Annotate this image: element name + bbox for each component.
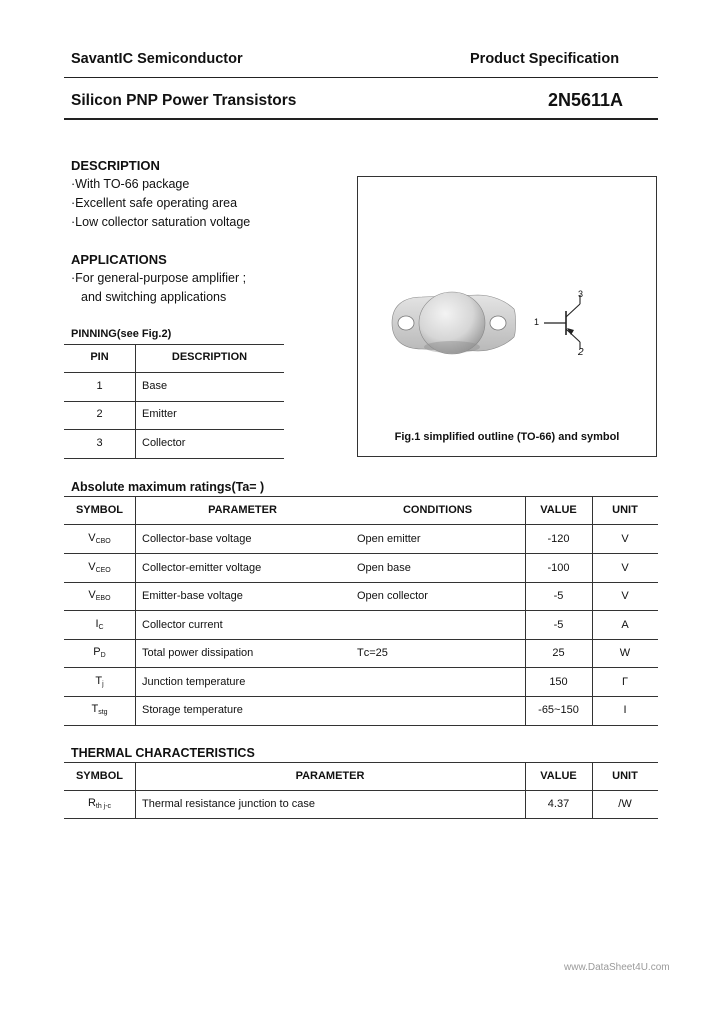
footer-watermark: www.DataSheet4U.com: [564, 962, 670, 973]
rating-symbol: $V_{CBO}$: [88, 532, 111, 545]
rating-symbol: $V_{EBO}$: [88, 589, 111, 602]
figure-caption: Fig.1 simplified outline (TO-66) and symbol: [394, 431, 620, 443]
rating-unit: A: [621, 619, 629, 631]
thermal-value: 4.37: [547, 798, 570, 810]
applications-item: and switching applications: [81, 290, 227, 304]
rating-condition: Open base: [357, 562, 411, 574]
rating-value: 150: [549, 676, 568, 688]
rating-parameter: Collector-base voltage: [142, 533, 252, 545]
parameter-col-header: PARAMETER: [208, 504, 277, 516]
transistor-symbol-icon: [358, 177, 656, 456]
rating-parameter: Total power dissipation: [142, 647, 254, 659]
thermal-symbol-col-header: SYMBOL: [75, 770, 124, 782]
rating-condition: Open emitter: [357, 533, 421, 545]
abs-max-title: Absolute maximum ratings(Ta= ): [71, 480, 265, 494]
thermal-unit: /W: [618, 798, 632, 810]
thermal-unit-col-header: UNIT: [612, 770, 638, 782]
symbol-pin-emitter: 2: [578, 347, 584, 358]
rating-unit: Γ: [621, 676, 629, 688]
rating-parameter: Junction temperature: [142, 676, 246, 688]
thermal-value-col-header: VALUE: [540, 770, 577, 782]
applications-title: APPLICATIONS: [71, 252, 167, 267]
rating-unit: W: [619, 647, 631, 659]
rating-value: 25: [552, 647, 565, 659]
pin-number: 2: [96, 408, 103, 420]
rating-condition: Open collector: [357, 590, 428, 602]
symbol-col-header: SYMBOL: [75, 504, 124, 516]
pin-description: Base: [142, 380, 168, 392]
description-item: ·Excellent safe operating area: [71, 196, 238, 210]
pin-description: Collector: [142, 437, 186, 449]
rating-unit: I: [623, 704, 627, 716]
thermal-title: THERMAL CHARACTERISTICS: [71, 746, 255, 760]
symbol-pin-collector: 3: [578, 289, 584, 299]
conditions-col-header: CONDITIONS: [402, 504, 473, 516]
symbol-pin-base: 1: [534, 317, 540, 327]
rating-unit: V: [621, 562, 629, 574]
company-name: SavantIC Semiconductor: [71, 51, 243, 67]
thermal-symbol: $R_{th j-c}$: [87, 797, 112, 810]
pin-number: 1: [96, 380, 103, 392]
rating-value: -120: [547, 533, 570, 545]
rating-parameter: Emitter-base voltage: [142, 590, 243, 602]
rating-parameter: Collector-emitter voltage: [142, 562, 262, 574]
rating-symbol: $P_D$: [93, 646, 106, 659]
pin-col-header: PIN: [90, 351, 109, 363]
product-line: Silicon PNP Power Transistors: [71, 92, 297, 109]
doc-type: Product Specification: [470, 51, 620, 67]
rating-condition: Tᴄ=25: [357, 647, 388, 659]
description-title: DESCRIPTION: [71, 158, 160, 173]
description-item: ·Low collector saturation voltage: [71, 215, 251, 229]
value-col-header: VALUE: [540, 504, 577, 516]
rating-symbol: $V_{CEO}$: [88, 561, 111, 574]
title-divider: [64, 118, 658, 120]
rating-unit: V: [621, 590, 629, 602]
rating-value: -5: [553, 590, 564, 602]
rating-parameter: Collector current: [142, 619, 223, 631]
rating-unit: V: [621, 533, 629, 545]
rating-parameter: Storage temperature: [142, 704, 243, 716]
rating-value: -5: [553, 619, 564, 631]
applications-item: ·For general-purpose amplifier ;: [71, 271, 247, 285]
rating-symbol: $I_C$: [95, 618, 104, 631]
rating-symbol: $T_{stg}$: [91, 703, 108, 716]
rating-symbol: $T_j$: [95, 675, 104, 688]
figure-box: [357, 176, 657, 457]
pin-desc-col-header: DESCRIPTION: [171, 351, 248, 363]
thermal-parameter-col-header: PARAMETER: [295, 770, 365, 782]
pinning-title: PINNING(see Fig.2): [71, 328, 172, 340]
header-divider: [64, 77, 658, 78]
description-item: ·With TO-66 package: [71, 177, 190, 191]
thermal-parameter: Thermal resistance junction to case: [142, 798, 316, 810]
part-number: 2N5611A: [548, 90, 624, 110]
pin-description: Emitter: [142, 408, 177, 420]
pin-number: 3: [96, 437, 103, 449]
rating-value: -65~150: [538, 704, 579, 716]
rating-value: -100: [547, 562, 570, 574]
unit-col-header: UNIT: [612, 504, 638, 516]
